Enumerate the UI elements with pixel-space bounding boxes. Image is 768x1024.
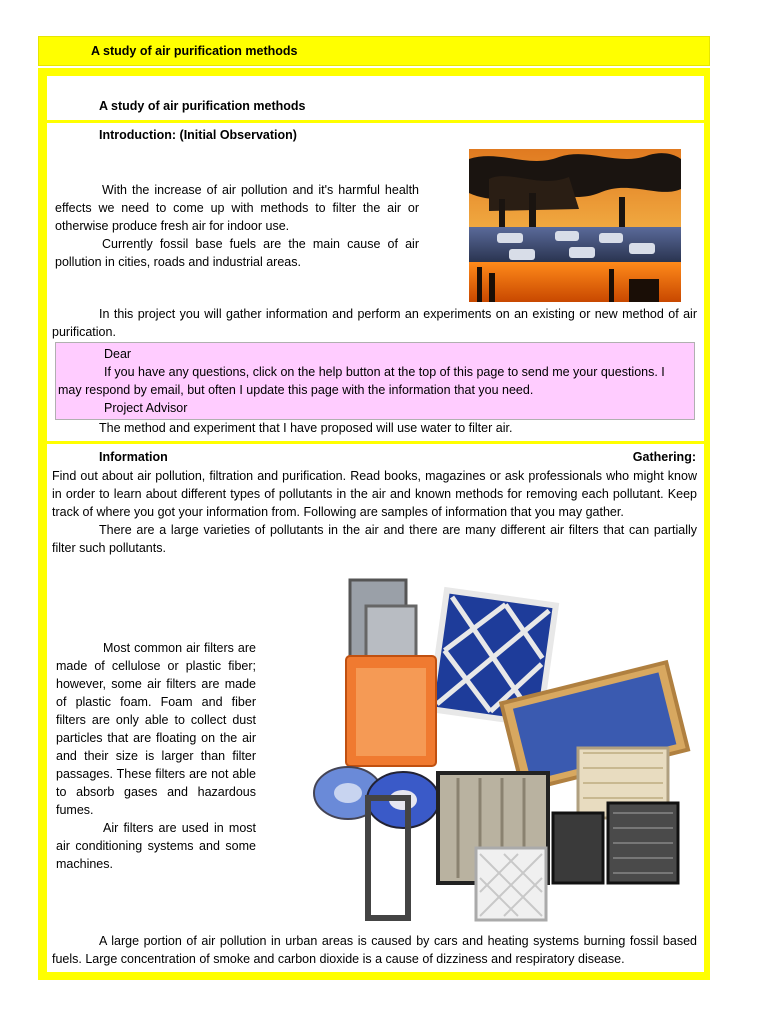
advisor-note — [55, 342, 695, 420]
intro-text — [55, 181, 419, 271]
intro-paragraph-2: Currently fossil base fuels are the main cause of air pollution in cities, roads and industrial areas. — [55, 237, 419, 269]
intro-paragraph-1: With the increase of air pollution and it's harmful health effects we need to come up with methods to filter the air or otherwise produce fresh air for indoor use. — [55, 183, 419, 233]
info-heading-left: Information — [99, 450, 168, 464]
filters-text — [56, 639, 256, 873]
filters-paragraph-2: Air filters are used in most air conditioning systems and some machines. — [56, 821, 256, 871]
project-paragraph — [52, 305, 697, 341]
info-paragraph-2: There are a large varieties of pollutants in the air and there are many different air filters that can partially filter such pollutants. — [52, 523, 697, 555]
note-line-2: may respond by email, but often I update this page with the information that you need. — [58, 383, 534, 397]
section-divider — [47, 441, 704, 444]
note-line-1: If you have any questions, click on the help button at the top of this page to send me your questions. I — [104, 365, 665, 379]
note-greeting: Dear — [104, 347, 132, 361]
pollution-photo — [469, 149, 681, 302]
info-heading-right: Gathering: — [632, 450, 696, 464]
project-text: In this project you will gather information and perform an experiments on an existing or new method of air purification. — [52, 307, 697, 339]
section-divider — [47, 120, 704, 123]
filters-paragraph-1: Most common air filters are made of cellulose or plastic fiber; however, some air filters are made of plastic foam. Foam and fiber filters are only able to collect dust particles that are floating on the air and their size is larger than filter passages. These filters are not able to absorb gases and hazardous fumes. — [56, 641, 256, 817]
air-filters-photo — [308, 578, 696, 928]
header-title: A study of air purification methods — [91, 44, 298, 58]
info-paragraph-1: Find out about air pollution, filtration and purification. Read books, magazines or ask professionals who might know in order to learn about different types of pollutants in the air and known methods for removing each pollutant. Keep track of where you got your information from. Following are samples of information that you may gather. — [52, 469, 697, 519]
info-text — [52, 467, 697, 557]
final-paragraph — [52, 932, 697, 968]
final-text: A large portion of air pollution in urban areas is caused by cars and heating systems burning fossil based fuels. Large concentration of smoke and carbon dioxide is a cause of dizziness and respiratory disease. — [52, 934, 697, 966]
note-signature: Project Advisor — [104, 401, 188, 415]
document-title: A study of air purification methods — [99, 99, 306, 113]
header-band — [38, 36, 710, 66]
method-line: The method and experiment that I have proposed will use water to filter air. — [99, 421, 513, 435]
intro-heading: Introduction: (Initial Observation) — [99, 128, 297, 142]
